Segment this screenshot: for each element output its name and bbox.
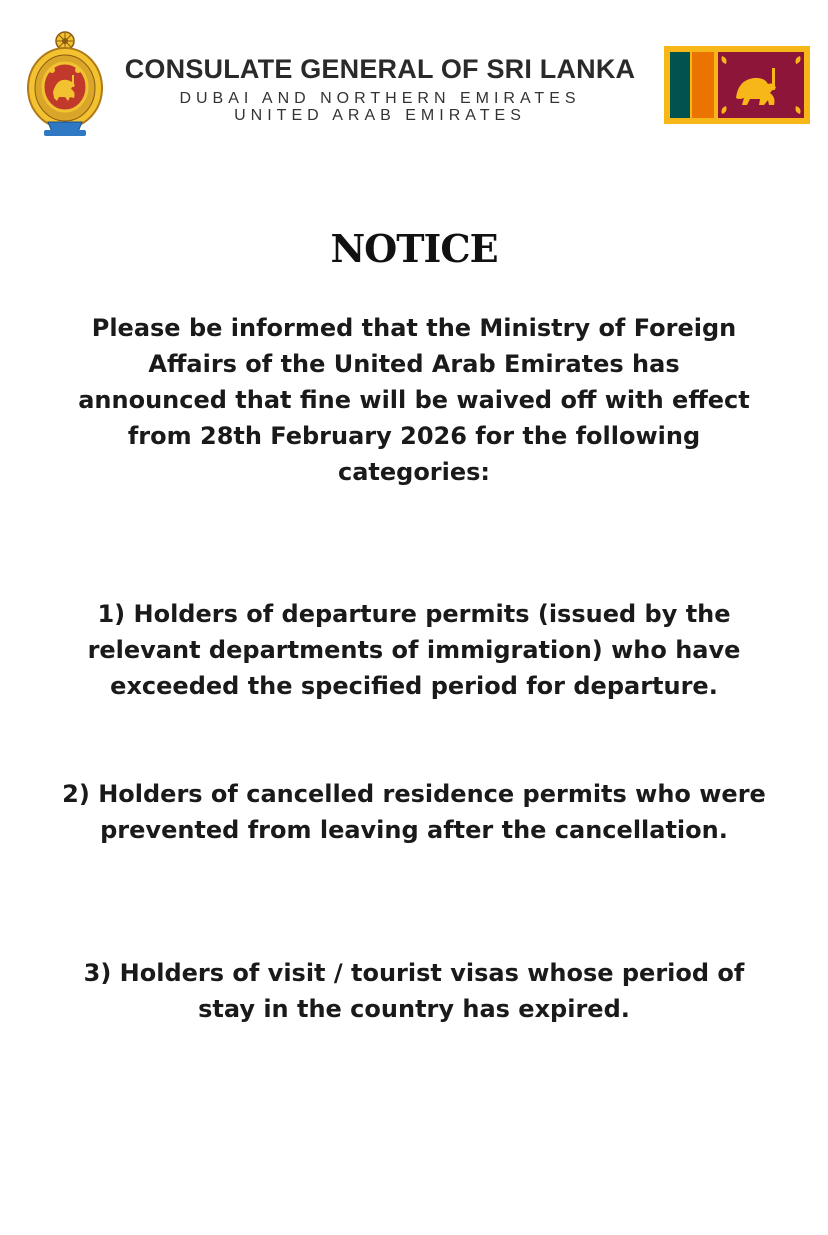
notice-item-3: 3) Holders of visit / tourist visas whose period of stay in the country has expired. [83,959,745,1023]
org-subtitle-1: DUBAI AND NORTHERN EMIRATES [179,90,581,107]
org-title: CONSULATE GENERAL OF SRI LANKA [124,54,636,84]
notice-title: NOTICE [330,226,498,271]
notice-item-1: 1) Holders of departure permits (issued by the relevant departments of immigration) who have exceeded the specified period for departure. [87,600,741,700]
notice-item-2: 2) Holders of cancelled residence permits who were prevented from leaving after the cancellation. [62,780,766,844]
notice-intro: Please be informed that the Ministry of Foreign Affairs of the United Arab Emirates has announced that fine will be waived off with effect from 28th February 2026 for the following categories: [78,314,750,486]
org-subtitle-2: UNITED ARAB EMIRATES [234,107,526,124]
sri-lanka-flag-icon [664,46,810,124]
sri-lanka-emblem-icon [26,30,104,138]
header [0,0,828,150]
